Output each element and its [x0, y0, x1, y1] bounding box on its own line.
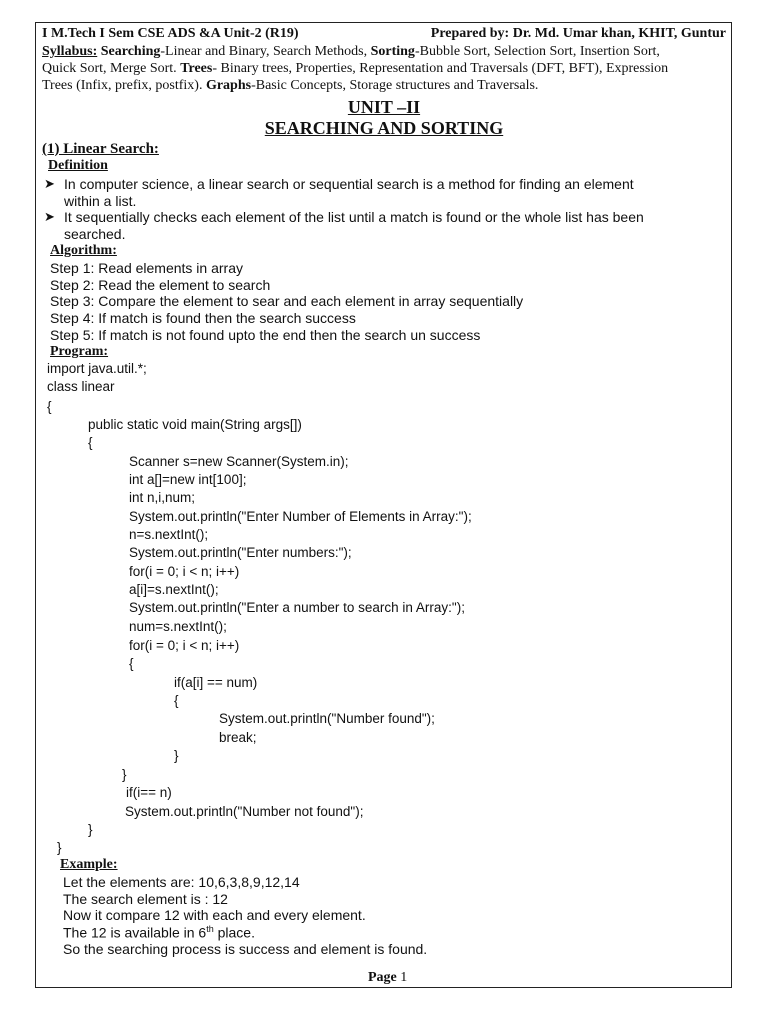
syllabus-text: Quick Sort, Merge Sort.	[42, 61, 181, 76]
bullet-arrow-icon: ➤	[44, 176, 55, 191]
example-line: The search element is : 12	[63, 891, 228, 907]
definition-bullet-1-line-2: within a list.	[64, 193, 137, 209]
code-line: a[i]=s.nextInt();	[129, 582, 219, 597]
document-page	[35, 22, 732, 988]
unit-subtitle: SEARCHING AND SORTING	[264, 118, 504, 138]
code-line: Scanner s=new Scanner(System.in);	[129, 454, 349, 469]
syllabus-line-2	[42, 61, 668, 78]
syllabus-line-1	[42, 44, 660, 61]
code-line: System.out.println("Number not found");	[125, 804, 364, 819]
syllabus-searching: Searching	[100, 44, 161, 59]
unit-title: UNIT –II	[347, 97, 421, 117]
example-heading: Example:	[60, 857, 118, 872]
syllabus-text: Trees (Infix, prefix, postfix).	[42, 78, 206, 93]
code-line: for(i = 0; i < n; i++)	[129, 638, 240, 653]
code-line: {	[47, 399, 52, 414]
syllabus-text: - Binary trees, Properties, Representation and Traversals (DFT, BFT), Expression	[212, 61, 669, 76]
code-line: if(i== n)	[126, 785, 172, 800]
code-line: System.out.println("Number found");	[219, 711, 435, 726]
code-line: }	[57, 840, 62, 855]
program-heading: Program:	[50, 344, 109, 359]
syllabus-graphs: Graphs	[205, 78, 252, 93]
example-text: The 12 is available in 6	[63, 924, 207, 941]
syllabus-text: -Bubble Sort, Selection Sort, Insertion Sort,	[414, 44, 660, 59]
algorithm-step: Step 2: Read the element to search	[50, 277, 271, 293]
syllabus-sorting: Sorting	[370, 44, 415, 59]
code-line: System.out.println("Enter Number of Elements in Array:");	[129, 509, 472, 524]
definition-bullet-2-line-1: It sequentially checks each element of the list until a match is found or the whole list has been	[64, 209, 644, 225]
algorithm-heading: Algorithm:	[50, 243, 117, 258]
bullet-arrow-icon: ➤	[44, 209, 55, 224]
code-line: public static void main(String args[])	[88, 417, 302, 432]
syllabus-text: -Linear and Binary, Search Methods,	[160, 44, 371, 59]
example-line: Let the elements are: 10,6,3,8,9,12,14	[63, 874, 300, 890]
code-line: }	[174, 748, 179, 763]
example-line: So the searching process is success and element is found.	[63, 941, 428, 957]
example-text: place.	[213, 924, 255, 941]
algorithm-step: Step 1: Read elements in array	[50, 260, 243, 276]
code-line: int a[]=new int[100];	[129, 472, 247, 487]
code-line: }	[122, 767, 127, 782]
ordinal-suffix: th	[206, 924, 214, 934]
definition-heading: Definition	[48, 158, 108, 173]
code-line: int n,i,num;	[129, 490, 196, 505]
syllabus-label: Syllabus:	[42, 44, 98, 59]
syllabus-line-3	[42, 78, 538, 95]
code-line: num=s.nextInt();	[129, 619, 227, 634]
page-number: 1	[400, 970, 408, 985]
section-heading: (1) Linear Search:	[42, 141, 159, 157]
code-line: if(a[i] == num)	[174, 675, 258, 690]
code-line: for(i = 0; i < n; i++)	[129, 564, 240, 579]
code-line: {	[88, 435, 93, 450]
code-line: }	[88, 822, 93, 837]
example-line	[63, 924, 255, 941]
header-left: I M.Tech I Sem CSE ADS &A Unit-2 (R19)	[42, 26, 299, 41]
code-line: class linear	[47, 379, 115, 394]
code-line: break;	[219, 730, 257, 745]
example-line: Now it compare 12 with each and every element.	[63, 907, 366, 923]
page-footer	[368, 970, 407, 986]
definition-bullet-1-line-1: In computer science, a linear search or sequential search is a method for finding an element	[64, 176, 634, 192]
header-right: Prepared by: Dr. Md. Umar khan, KHIT, Guntur	[430, 26, 726, 41]
code-line: System.out.println("Enter numbers:");	[129, 545, 352, 560]
algorithm-step: Step 4: If match is found then the search success	[50, 310, 356, 326]
algorithm-step: Step 3: Compare the element to sear and each element in array sequentially	[50, 293, 524, 309]
syllabus-trees: Trees	[180, 61, 213, 76]
code-line: n=s.nextInt();	[129, 527, 209, 542]
code-line: System.out.println("Enter a number to search in Array:");	[129, 600, 465, 615]
code-line: {	[174, 693, 179, 708]
syllabus-text: -Basic Concepts, Storage structures and Traversals.	[251, 78, 539, 93]
code-line: {	[129, 656, 134, 671]
code-line: import java.util.*;	[47, 361, 147, 376]
algorithm-step: Step 5: If match is not found upto the end then the search un success	[50, 327, 481, 343]
page-label: Page	[368, 970, 397, 985]
definition-bullet-2-line-2: searched.	[64, 226, 126, 242]
